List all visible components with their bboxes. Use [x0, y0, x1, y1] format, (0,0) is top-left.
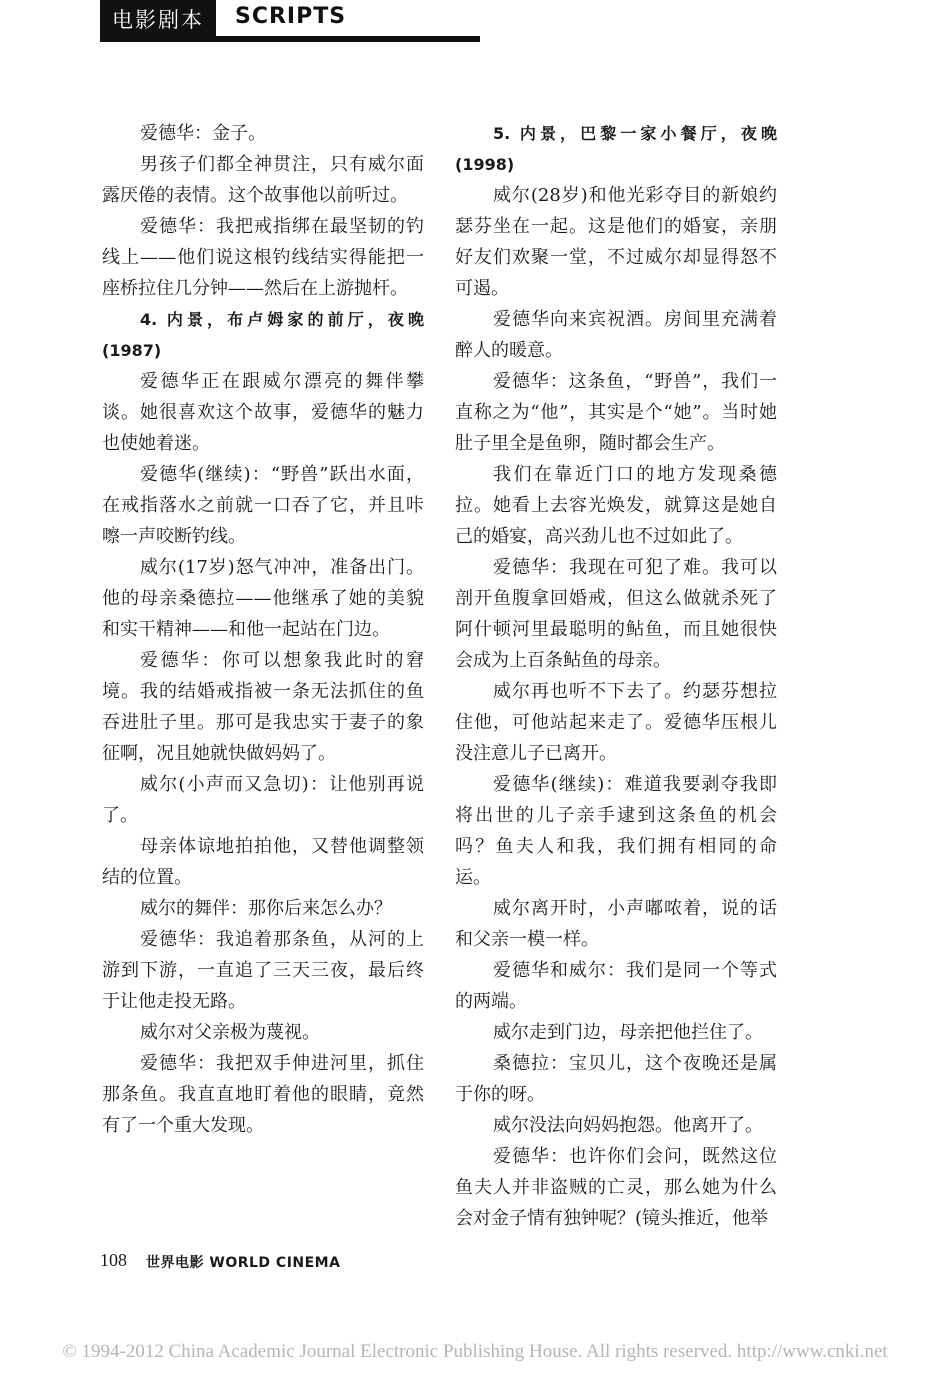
script-paragraph: 爱德华正在跟威尔漂亮的舞伴攀谈。她很喜欢这个故事，爱德华的魅力也使她着迷。: [102, 371, 424, 454]
left-column: [102, 118, 424, 1141]
script-paragraph: 威尔(小声而又急切)：让他别再说了。: [102, 774, 424, 826]
script-paragraph: 爱德华：金子。: [140, 123, 266, 144]
script-paragraph: 威尔离开时，小声嘟哝着，说的话和父亲一模一样。: [455, 898, 777, 950]
script-paragraph: 爱德华和威尔：我们是同一个等式的两端。: [455, 960, 777, 1012]
script-paragraph: 桑德拉：宝贝儿，这个夜晚还是属于你的呀。: [455, 1053, 777, 1105]
section-header: [100, 0, 480, 42]
script-paragraph: 爱德华：也许你们会问，既然这位鱼夫人并非盗贼的亡灵，那么她为什么会对金子情有独钟呢？(镜头推近，他举: [455, 1146, 777, 1229]
script-paragraph: 威尔再也听不下去了。约瑟芬想拉住他，可他站起来走了。爱德华压根儿没注意儿子已离开。: [455, 681, 777, 764]
script-paragraph: 威尔(28岁)和他光彩夺目的新娘约瑟芬坐在一起。这是他们的婚宴，亲朋好友们欢聚一堂，不过威尔却显得怒不可遏。: [455, 185, 777, 299]
script-paragraph: 爱德华：你可以想象我此时的窘境。我的结婚戒指被一条无法抓住的鱼吞进肚子里。那可是我忠实于妻子的象征啊，况且她就快做妈妈了。: [102, 650, 424, 764]
section-title-cn: 电影剧本: [112, 8, 204, 32]
script-paragraph: 威尔对父亲极为蔑视。: [140, 1022, 320, 1043]
scene-heading: 4. 内景，布卢姆家的前厅，夜晚(1987): [102, 310, 424, 360]
script-paragraph: 爱德华：我把戒指绑在最坚韧的钓线上——他们说这根钓线结实得能把一座桥拉住几分钟——然后在上游抛杆。: [102, 216, 424, 299]
journal-name: 世界电影 WORLD CINEMA: [146, 1255, 341, 1271]
copyright-notice: © 1994-2012 China Academic Journal Electronic Publishing House. All rights reserved. http://www.cnki.net: [62, 1341, 888, 1362]
script-paragraph: 母亲体谅地拍拍他，又替他调整领结的位置。: [102, 836, 424, 888]
script-paragraph: 男孩子们都全神贯注，只有威尔面露厌倦的表情。这个故事他以前听过。: [102, 154, 424, 206]
script-paragraph: 爱德华(继续)：“野兽”跃出水面，在戒指落水之前就一口吞了它，并且咔嚓一声咬断钓线。: [102, 464, 424, 547]
script-paragraph: 爱德华：我现在可犯了难。我可以剖开鱼腹拿回婚戒，但这么做就杀死了阿什顿河里最聪明的鲇鱼，而且她很快会成为上百条鲇鱼的母亲。: [455, 557, 777, 671]
script-paragraph: 爱德华向来宾祝酒。房间里充满着醉人的暖意。: [455, 309, 777, 361]
script-paragraph: 威尔(17岁)怒气冲冲，准备出门。他的母亲桑德拉——他继承了她的美貌和实干精神——和他一起站在门边。: [102, 557, 424, 640]
header-rule: [100, 36, 480, 42]
script-paragraph: 威尔没法向妈妈抱怨。他离开了。: [493, 1115, 763, 1136]
right-column: [455, 118, 777, 1234]
script-paragraph: 威尔走到门边，母亲把他拦住了。: [493, 1022, 763, 1043]
script-paragraph: 威尔的舞伴：那你后来怎么办？: [140, 898, 392, 919]
script-paragraph: 我们在靠近门口的地方发现桑德拉。她看上去容光焕发，就算这是她自己的婚宴，高兴劲儿也不过如此了。: [455, 464, 777, 547]
section-title-en: SCRIPTS: [235, 4, 347, 29]
script-paragraph: 爱德华：我把双手伸进河里，抓住那条鱼。我直直地盯着他的眼睛，竟然有了一个重大发现。: [102, 1053, 424, 1136]
script-paragraph: 爱德华(继续)：难道我要剥夺我即将出世的儿子亲手逮到这条鱼的机会吗？鱼夫人和我，我们拥有相同的命运。: [455, 774, 777, 888]
page-number: 108: [100, 1250, 127, 1270]
script-paragraph: 爱德华：这条鱼，“野兽”，我们一直称之为“他”，其实是个“她”。当时她肚子里全是鱼卵，随时都会生产。: [455, 371, 777, 454]
script-paragraph: 爱德华：我追着那条鱼，从河的上游到下游，一直追了三天三夜，最后终于让他走投无路。: [102, 929, 424, 1012]
scene-heading: 5. 内景，巴黎一家小餐厅，夜晚(1998): [455, 124, 777, 174]
